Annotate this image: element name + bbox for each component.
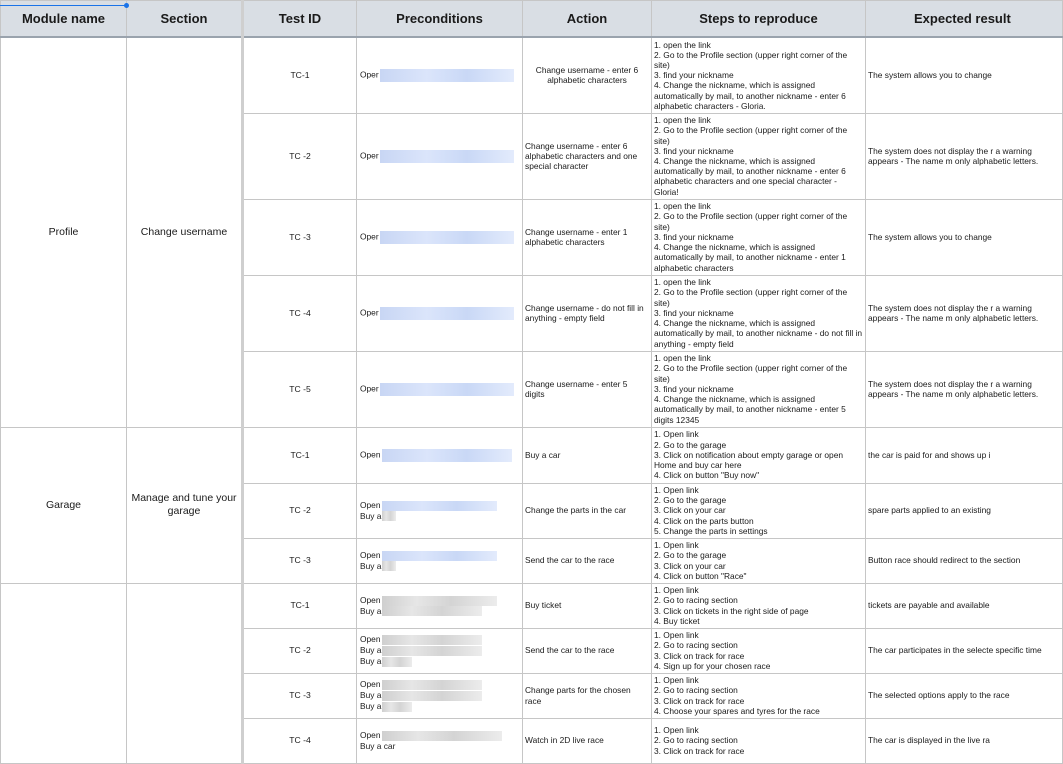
redacted-blur: [380, 69, 514, 82]
steps-cell[interactable]: [652, 628, 866, 673]
steps-cell[interactable]: [652, 673, 866, 718]
step-line: 1. Open link: [654, 725, 699, 736]
expected-cell[interactable]: The system does not display the r a warning appears - The name m only alphabetic letters.: [866, 113, 1063, 199]
action-cell[interactable]: Watch in 2D live race: [523, 718, 652, 763]
step-line: 3. Click on track for race: [654, 650, 745, 661]
precondition-line: Oper: [360, 69, 379, 80]
header-section[interactable]: Section: [127, 1, 243, 38]
step-line: 4. Choose your spares and tyres for the race: [654, 705, 820, 716]
step-line: 2. Go to racing section: [654, 640, 738, 651]
action-cell[interactable]: Change username - enter 5 digits: [523, 351, 652, 427]
redacted-blur: [382, 691, 482, 701]
action-cell[interactable]: Change the parts in the car: [523, 483, 652, 538]
preconditions-cell[interactable]: [357, 275, 523, 351]
section-cell[interactable]: Manage and tune your garage: [127, 427, 243, 583]
precondition-line: Buy a: [360, 560, 382, 571]
step-line: 3. Click on your car: [654, 505, 726, 516]
expected-cell[interactable]: The system allows you to change: [866, 199, 1063, 275]
header-test-id[interactable]: Test ID: [243, 1, 357, 38]
preconditions-cell[interactable]: [357, 628, 523, 673]
step-line: 3. Click on your car: [654, 560, 726, 571]
steps-cell[interactable]: [652, 427, 866, 483]
redacted-blur: [380, 231, 514, 244]
step-line: 3. find your nickname: [654, 307, 734, 318]
test-id-cell[interactable]: TC-1: [243, 37, 357, 113]
test-id-cell[interactable]: TC -2: [243, 628, 357, 673]
redacted-blur: [382, 561, 396, 571]
step-line: 3. Click on notification about empty garage or open Home and buy car here: [654, 449, 844, 471]
step-line: 1. Open link: [654, 630, 699, 641]
step-line: 4. Change the nickname, which is assigned automatically by mail, to another nickname - enter 5 digits 12345: [654, 394, 846, 425]
step-line: 3. find your nickname: [654, 231, 734, 242]
header-expected-result[interactable]: Expected result: [866, 1, 1063, 38]
steps-cell[interactable]: [652, 199, 866, 275]
step-line: 2. Go to the Profile section (upper right corner of the site): [654, 125, 848, 146]
test-id-cell[interactable]: TC -3: [243, 199, 357, 275]
preconditions-cell[interactable]: [357, 583, 523, 628]
header-preconditions[interactable]: Preconditions: [357, 1, 523, 38]
test-id-cell[interactable]: TC -3: [243, 673, 357, 718]
expected-cell[interactable]: the car is paid for and shows up i: [866, 427, 1063, 483]
steps-cell[interactable]: [652, 113, 866, 199]
step-line: 2. Go to the garage: [654, 550, 727, 561]
table-row: [1, 583, 1063, 628]
precondition-line: Oper: [360, 307, 379, 318]
step-line: 1. Open link: [654, 585, 699, 596]
redacted-blur: [380, 150, 514, 163]
redacted-blur: [382, 501, 497, 511]
step-line: 4. Change the nickname, which is assigned automatically by mail, to another nickname - enter 6 alphabetic characters and one special character - Gloria!: [654, 156, 846, 197]
redacted-blur: [382, 635, 482, 645]
step-line: 4. Buy ticket: [654, 615, 700, 626]
expected-cell[interactable]: tickets are payable and available: [866, 583, 1063, 628]
step-line: 1. Open link: [654, 675, 699, 686]
preconditions-cell[interactable]: [357, 199, 523, 275]
step-line: 2. Go to the garage: [654, 495, 727, 506]
step-line: 3. Click on track for race: [654, 745, 745, 756]
precondition-line: Open: [360, 549, 381, 560]
step-line: 5. Change the parts in settings: [654, 525, 768, 536]
module-cell[interactable]: Garage: [1, 427, 127, 583]
step-line: 1. open the link: [654, 39, 711, 50]
expected-cell[interactable]: The car participates in the selecte specific time: [866, 628, 1063, 673]
redacted-blur: [382, 657, 412, 667]
step-line: 4. Change the nickname, which is assigned automatically by mail, to another nickname - enter 6 alphabetic characters - Gloria.: [654, 80, 846, 111]
precondition-line: Buy a: [360, 645, 382, 656]
module-cell[interactable]: [1, 583, 127, 763]
precondition-line: Open: [360, 499, 381, 510]
action-cell[interactable]: Buy ticket: [523, 583, 652, 628]
preconditions-cell[interactable]: [357, 673, 523, 718]
test-id-cell[interactable]: TC-1: [243, 583, 357, 628]
step-line: 3. Click on tickets in the right side of page: [654, 605, 809, 616]
preconditions-cell[interactable]: [357, 538, 523, 583]
expected-cell[interactable]: The selected options apply to the race: [866, 673, 1063, 718]
step-line: 1. Open link: [654, 540, 699, 551]
preconditions-cell[interactable]: [357, 483, 523, 538]
redacted-blur: [382, 449, 512, 462]
expected-cell[interactable]: The system allows you to change: [866, 37, 1063, 113]
redacted-blur: [382, 551, 497, 561]
preconditions-cell[interactable]: [357, 113, 523, 199]
step-line: 2. Go to the Profile section (upper right corner of the site): [654, 363, 848, 384]
table-row: [1, 37, 1063, 113]
step-line: 3. Click on track for race: [654, 695, 745, 706]
header-action[interactable]: Action: [523, 1, 652, 38]
steps-cell[interactable]: [652, 351, 866, 427]
redacted-blur: [382, 646, 482, 656]
step-line: 1. open the link: [654, 277, 711, 288]
step-line: 4. Click on the parts button: [654, 515, 754, 526]
step-line: 2. Go to the Profile section (upper right corner of the site): [654, 49, 848, 70]
step-line: 4. Click on button "Buy now": [654, 470, 760, 481]
steps-cell[interactable]: [652, 483, 866, 538]
precondition-line: Open: [360, 634, 381, 645]
precondition-line: Open: [360, 730, 381, 740]
action-cell[interactable]: Buy a car: [523, 427, 652, 483]
steps-cell[interactable]: [652, 37, 866, 113]
action-cell[interactable]: Send the car to the race: [523, 538, 652, 583]
action-cell[interactable]: Change username - enter 6 alphabetic characters and one special character: [523, 113, 652, 199]
precondition-line: Buy a car: [360, 740, 396, 751]
test-id-cell[interactable]: TC -4: [243, 275, 357, 351]
step-line: 3. find your nickname: [654, 145, 734, 156]
step-line: 4. Change the nickname, which is assigned automatically by mail, to another nickname - do not fill in anything - empty field: [654, 318, 863, 349]
step-line: 1. Open link: [654, 484, 699, 495]
test-id-cell[interactable]: TC -2: [243, 483, 357, 538]
redacted-blur: [382, 606, 482, 616]
expected-cell[interactable]: The system does not display the r a warning appears - The name m only alphabetic letters.: [866, 351, 1063, 427]
precondition-line: Open: [360, 449, 381, 460]
redacted-blur: [382, 731, 502, 741]
preconditions-cell[interactable]: [357, 37, 523, 113]
step-line: 2. Go to racing section: [654, 685, 738, 696]
step-line: 2. Go to racing section: [654, 735, 738, 746]
precondition-line: Buy a: [360, 690, 382, 701]
step-line: 2. Go to the garage: [654, 439, 727, 450]
steps-cell[interactable]: [652, 275, 866, 351]
action-cell[interactable]: Change username - do not fill in anything - empty field: [523, 275, 652, 351]
header-row: [1, 1, 1063, 38]
step-line: 1. Open link: [654, 429, 699, 440]
step-line: 3. find your nickname: [654, 383, 734, 394]
section-cell[interactable]: [127, 583, 243, 763]
expected-cell[interactable]: Button race should redirect to the section: [866, 538, 1063, 583]
expected-cell[interactable]: The car is displayed in the live ra: [866, 718, 1063, 763]
step-line: 3. find your nickname: [654, 70, 734, 81]
test-id-cell[interactable]: TC-1: [243, 427, 357, 483]
step-line: 2. Go to racing section: [654, 595, 738, 606]
step-line: 2. Go to the Profile section (upper right corner of the site): [654, 287, 848, 308]
header-steps[interactable]: Steps to reproduce: [652, 1, 866, 38]
action-cell[interactable]: Send the car to the race: [523, 628, 652, 673]
redacted-blur: [382, 511, 396, 521]
step-line: 4. Sign up for your chosen race: [654, 660, 771, 671]
precondition-line: Buy a: [360, 655, 382, 666]
precondition-line: Open: [360, 679, 381, 690]
action-cell[interactable]: Change parts for the chosen race: [523, 673, 652, 718]
preconditions-cell[interactable]: [357, 427, 523, 483]
preconditions-cell[interactable]: [357, 351, 523, 427]
precondition-line: Buy a: [360, 605, 382, 616]
redacted-blur: [382, 680, 482, 690]
step-line: 4. Click on button "Race": [654, 570, 747, 581]
action-cell[interactable]: Change username - enter 6 alphabetic characters: [523, 37, 652, 113]
steps-cell[interactable]: [652, 583, 866, 628]
precondition-line: Buy a: [360, 510, 382, 521]
test-id-cell[interactable]: TC -2: [243, 113, 357, 199]
steps-cell[interactable]: [652, 538, 866, 583]
header-module-name[interactable]: Module name: [1, 1, 127, 38]
module-cell[interactable]: Profile: [1, 37, 127, 427]
expected-cell[interactable]: spare parts applied to an existing: [866, 483, 1063, 538]
steps-cell[interactable]: [652, 718, 866, 763]
precondition-line: Oper: [360, 231, 379, 242]
test-id-cell[interactable]: TC -3: [243, 538, 357, 583]
redacted-blur: [382, 702, 412, 712]
redacted-blur: [380, 383, 514, 396]
precondition-line: Oper: [360, 150, 379, 161]
step-line: 4. Change the nickname, which is assigned automatically by mail, to another nickname - enter 1 alphabetic characters: [654, 242, 846, 273]
step-line: 2. Go to the Profile section (upper right corner of the site): [654, 211, 848, 232]
action-cell[interactable]: Change username - enter 1 alphabetic characters: [523, 199, 652, 275]
step-line: 1. open the link: [654, 353, 711, 364]
step-line: 1. open the link: [654, 201, 711, 212]
table-row: [1, 427, 1063, 483]
precondition-line: Buy a: [360, 700, 382, 711]
step-line: 1. open the link: [654, 115, 711, 126]
test-id-cell[interactable]: TC -5: [243, 351, 357, 427]
precondition-line: Open: [360, 594, 381, 605]
test-id-cell[interactable]: TC -4: [243, 718, 357, 763]
selection-indicator-line: [0, 5, 127, 6]
selection-handle[interactable]: [124, 3, 129, 8]
redacted-blur: [380, 307, 514, 320]
redacted-blur: [382, 596, 497, 606]
precondition-line: Oper: [360, 383, 379, 394]
expected-cell[interactable]: The system does not display the r a warning appears - The name m only alphabetic letters.: [866, 275, 1063, 351]
section-cell[interactable]: Change username: [127, 37, 243, 427]
preconditions-cell[interactable]: [357, 718, 523, 763]
